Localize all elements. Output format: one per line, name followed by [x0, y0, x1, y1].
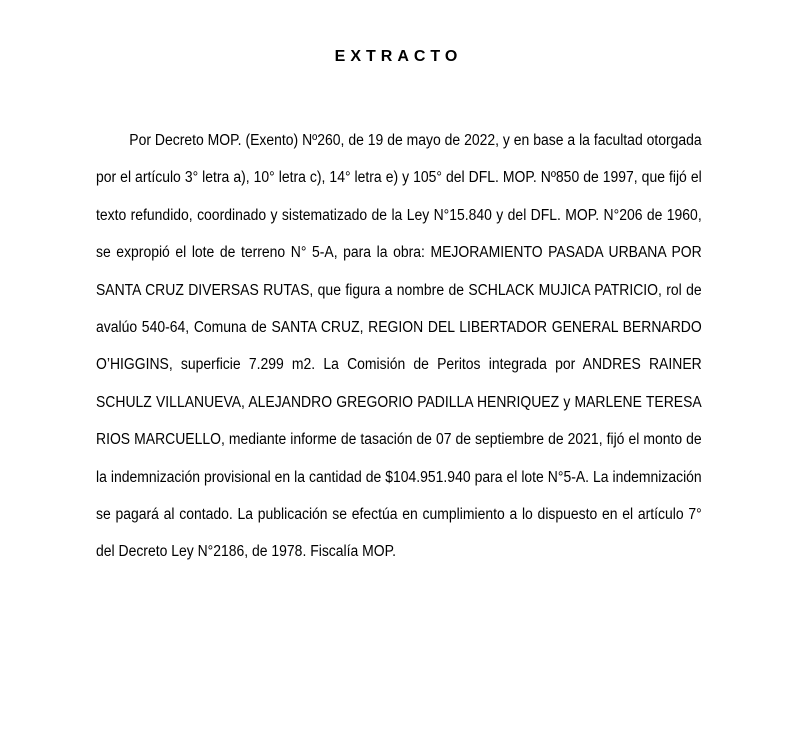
- document-title: EXTRACTO: [334, 48, 463, 65]
- document-paragraph: Por Decreto MOP. (Exento) Nº260, de 19 de mayo de 2022, y en base a la facultad otorgada por el artículo 3° letra a), 10° letra c), 14° letra e) y 105° del DFL. MOP. Nº850 de 1997, que fijó el texto refundido, coordinado y sistematizado de la Ley N°15.840 y del DFL. MOP. N°206 de 1960, se expropió el lote de terreno N° 5-A, para la obra: MEJORAMIENTO PASADA URBANA POR SANTA CRUZ DIVERSAS RUTAS, que figura a nombre de SCHLACK MUJICA PATRICIO, rol de avalúo 540-64, Comuna de SANTA CRUZ, REGION DEL LIBERTADOR GENERAL BERNARDO O’HIGGINS, superficie 7.299 m2. La Comisión de Peritos integrada por ANDRES RAINER SCHULZ VILLANUEVA, ALEJANDRO GREGORIO PADILLA HENRIQUEZ y MARLENE TERESA RIOS MARCUELLO, mediante informe de tasación de 07 de septiembre de 2021, fijó el monto de la indemnización provisional en la cantidad de $104.951.940 para el lote N°5-A. La indemnización se pagará al contado. La publicación se efectúa en cumplimiento a lo dispuesto en el artículo 7° del Decreto Ley N°2186, de 1978. Fiscalía MOP.: [96, 132, 702, 561]
